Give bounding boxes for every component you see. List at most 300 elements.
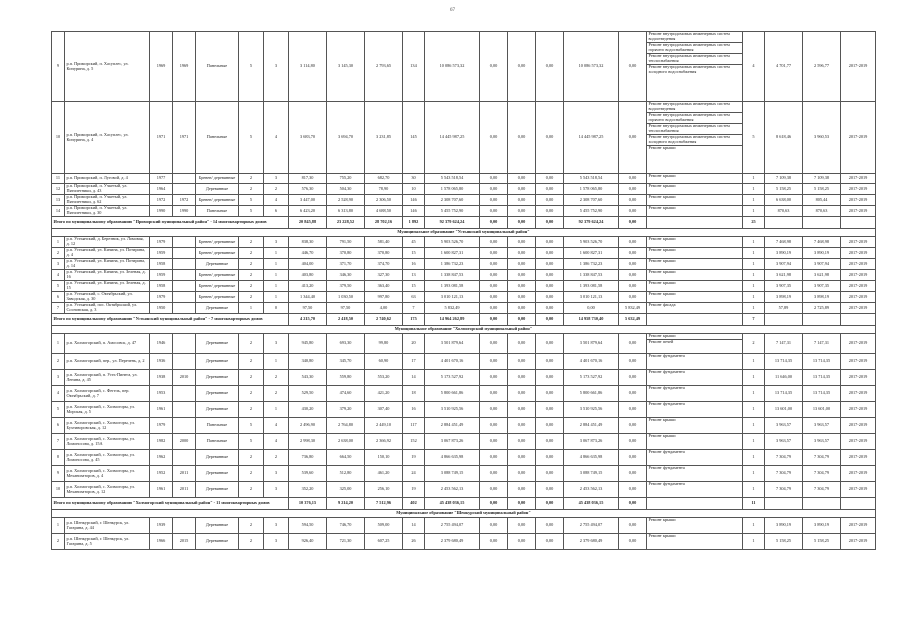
total-cost-cell: 3 510 925,56 <box>425 402 480 418</box>
wall-material-cell: Бревен/ деревянные <box>196 292 239 303</box>
total-area-cell: 2 496,90 <box>289 418 327 434</box>
work-count-cell: 5 <box>743 102 765 174</box>
address-cell: р.п. Устьянский, с. Октябрьский, ул. Заводская, д. 30 <box>65 292 150 303</box>
work-count-cell: 1 <box>743 418 765 434</box>
wall-material-cell: Деревянные <box>196 466 239 482</box>
row-number: 2 <box>52 248 65 259</box>
unit-cost-cell: 7 304,79 <box>765 466 803 482</box>
year-built-cell: 1982 <box>150 434 173 450</box>
owners-funds-cell: 3 010 121,13 <box>564 292 619 303</box>
period-cell: 2017-2019 <box>841 334 876 354</box>
fund-cell: 0,00 <box>536 402 564 418</box>
period-cell: 2017-2019 <box>841 386 876 402</box>
year-built-cell: 1966 <box>150 534 173 550</box>
table-row <box>52 102 876 174</box>
max-unit-cost-cell: 13 714,35 <box>803 354 841 370</box>
year-commissioned-cell: 1971 <box>173 102 196 174</box>
premises-area-cell: 746,70 <box>327 518 365 534</box>
section-title: Муниципальное образование "Холмогорский муниципальный район" <box>52 326 876 334</box>
owners-funds-cell: 5 455 752,90 <box>564 206 619 217</box>
residents-cell: 18 <box>403 386 425 402</box>
fund-cell: 0,00 <box>480 482 508 498</box>
premises-area-cell: 791,50 <box>327 237 365 248</box>
address-cell: р.п. Холмогорский, с. Холмогоры, ул. Механизаторов, д. 4 <box>65 466 150 482</box>
year-built-cell: 1958 <box>150 281 173 292</box>
residents-cell: 14 <box>403 370 425 386</box>
work-types-cell <box>647 32 743 102</box>
residents-cell: 15 <box>403 248 425 259</box>
residential-area-cell: 78,90 <box>365 184 403 195</box>
period-cell: 2017-2019 <box>841 270 876 281</box>
period-cell: 2017-2019 <box>841 418 876 434</box>
fund-cell: 0,00 <box>480 281 508 292</box>
residential-area-cell: 99,80 <box>365 334 403 354</box>
premises-area-cell: 512,80 <box>327 466 365 482</box>
table-row <box>52 370 876 386</box>
premises-area-cell: 559,80 <box>327 370 365 386</box>
unit-cost-cell: 4 701,77 <box>765 32 803 102</box>
work-count-cell: 1 <box>743 206 765 217</box>
wall-material-cell: Деревянные <box>196 259 239 270</box>
work-type-item: Ремонт внутридомовых инженерных систем холодного водоснабжения <box>648 63 730 74</box>
table-row <box>52 237 876 248</box>
row-number: 4 <box>52 386 65 402</box>
fund-cell: 0,00 <box>480 206 508 217</box>
fund-cell: 0,00 <box>508 270 536 281</box>
residential-area-cell: 553,20 <box>365 370 403 386</box>
total-cost-cell: 3 501 879,64 <box>425 334 480 354</box>
residents-cell: 146 <box>403 195 425 206</box>
work-type-item: Ремонт крыши <box>648 144 676 150</box>
work-type-item: Ремонт фундамента <box>648 353 685 358</box>
fund-cell: 0,00 <box>508 281 536 292</box>
fund-cell: 0,00 <box>508 174 536 184</box>
other-funds-cell: 0,00 <box>619 102 647 174</box>
floors-cell: 2 <box>239 174 264 184</box>
fund-cell: 0,00 <box>536 434 564 450</box>
residents-cell: 10 <box>403 184 425 195</box>
fund-cell: 0,00 <box>536 292 564 303</box>
owners-funds-cell: 2 379 680,49 <box>564 534 619 550</box>
unit-cost-cell: 13 601,00 <box>765 402 803 418</box>
total-cost-cell: 5 800 661,86 <box>425 386 480 402</box>
unit-cost-cell: 3 963,57 <box>765 434 803 450</box>
fund-cell: 0,00 <box>508 450 536 466</box>
year-built-cell: 1961 <box>150 402 173 418</box>
year-commissioned-cell: 2011 <box>173 482 196 498</box>
owners-funds-cell: 5 800 661,86 <box>564 386 619 402</box>
fund-cell: 0,00 <box>480 248 508 259</box>
period-cell: 2017-2019 <box>841 482 876 498</box>
fund-cell: 0,00 <box>536 184 564 195</box>
owners-funds-cell: 3 067 873,26 <box>564 434 619 450</box>
year-commissioned-cell: 1972 <box>173 195 196 206</box>
other-funds-cell: 5 632,49 <box>619 314 647 326</box>
period-cell: 2017-2019 <box>841 292 876 303</box>
work-count-cell: 1 <box>743 270 765 281</box>
work-type-item: Ремонт крыши <box>648 205 676 210</box>
fund-cell: 0,00 <box>480 195 508 206</box>
fund-cell: 0,00 <box>480 418 508 434</box>
other-funds-cell: 0,00 <box>619 32 647 102</box>
entrances-cell: 1 <box>264 281 289 292</box>
entrances-cell: 1 <box>264 402 289 418</box>
unit-cost-cell <box>765 217 803 229</box>
work-types-cell <box>647 303 743 314</box>
year-built-cell: 1979 <box>150 292 173 303</box>
residential-area-cell: 2 793,65 <box>365 32 403 102</box>
work-type-item: Ремонт крыши <box>648 173 676 178</box>
fund-cell: 0,00 <box>536 270 564 281</box>
work-type-item: Ремонт внутридомовых инженерных систем горячего водоснабжения <box>647 43 742 54</box>
address-cell: р.п. Устьянский, д. Березник, ул. Ломовая, д. 12 <box>65 237 150 248</box>
total-area-cell: 430,20 <box>289 402 327 418</box>
work-types-cell <box>647 174 743 184</box>
work-types-cell <box>647 518 743 534</box>
work-type-item: Ремонт фундамента <box>648 369 685 374</box>
period-cell: 2017-2019 <box>841 434 876 450</box>
other-funds-cell: 0,00 <box>619 206 647 217</box>
work-count-cell: 1 <box>743 402 765 418</box>
table-row <box>52 303 876 314</box>
max-unit-cost-cell: 2 725,89 <box>803 303 841 314</box>
floors-cell: 2 <box>239 482 264 498</box>
floors-cell: 2 <box>239 237 264 248</box>
total-area-cell: 20 845,88 <box>289 217 327 229</box>
work-types-cell <box>647 237 743 248</box>
premises-area-cell: 755,20 <box>327 174 365 184</box>
fund-cell: 0,00 <box>536 259 564 270</box>
year-built-cell: 1953 <box>150 386 173 402</box>
work-type-item: Ремонт крыши <box>648 247 676 252</box>
address-cell: р.п. Приморский, п. Хасуплес, ул. Кичурина, д. 4 <box>65 102 150 174</box>
address-cell: р.п. Приморский, п. Хасуплес, ул. Кичурина, д. 5 <box>65 32 150 102</box>
address-cell: р.п. Шенкурский, г. Шенкурск, ул. Гагарина, д. 44 <box>65 518 150 534</box>
work-types-cell <box>647 354 743 370</box>
residential-area-cell: 997,80 <box>365 292 403 303</box>
total-cost-cell: 3 067 873,26 <box>425 434 480 450</box>
work-type-item: Ремонт внутридомовых инженерных систем горячего водоснабжения <box>647 113 742 124</box>
entrances-cell: 1 <box>264 354 289 370</box>
fund-cell: 0,00 <box>480 498 508 510</box>
fund-cell: 0,00 <box>480 434 508 450</box>
total-cost-cell: 3 088 749,15 <box>425 466 480 482</box>
total-area-cell: 529,50 <box>289 386 327 402</box>
row-number: 2 <box>52 354 65 370</box>
floors-cell: 5 <box>239 195 264 206</box>
work-type-item: Ремонт крыши <box>648 433 676 438</box>
fund-cell: 0,00 <box>480 466 508 482</box>
period-cell: 2017-2019 <box>841 303 876 314</box>
owners-funds-cell: 1 600 827,31 <box>564 248 619 259</box>
total-area-cell: 6 423,20 <box>289 206 327 217</box>
other-funds-cell: 0,00 <box>619 334 647 354</box>
residential-area-cell: 509,00 <box>365 518 403 534</box>
address-cell: р.п. Холмогорский, с. Холмогоры, ул. Ломоносова, д. 45 <box>65 450 150 466</box>
max-unit-cost-cell: 7 109,38 <box>803 174 841 184</box>
address-cell: р.п. Приморский, п. Учкетый, ул. Пятилетники, д. 30 <box>65 206 150 217</box>
fund-cell: 0,00 <box>480 518 508 534</box>
unit-cost-cell: 3 890,19 <box>765 248 803 259</box>
total-cost-cell: 1 600 827,31 <box>425 248 480 259</box>
address-cell: р.п. Холмогорский, с. Холмогоры, ул. Бухтиворовская, д. 12 <box>65 418 150 434</box>
work-count-cell: 1 <box>743 434 765 450</box>
fund-cell: 0,00 <box>480 102 508 174</box>
residents-cell: 7 <box>403 303 425 314</box>
table-row <box>52 292 876 303</box>
row-number: 4 <box>52 270 65 281</box>
year-commissioned-cell <box>173 259 196 270</box>
total-area-cell: 403,80 <box>289 270 327 281</box>
year-commissioned-cell <box>173 354 196 370</box>
entrances-cell: 3 <box>264 174 289 184</box>
owners-funds-cell: 1 578 065,80 <box>564 184 619 195</box>
max-unit-cost-cell: 870,63 <box>803 206 841 217</box>
premises-area-cell: 721,30 <box>327 534 365 550</box>
total-area-cell: 817,30 <box>289 174 327 184</box>
year-built-cell: 1952 <box>150 466 173 482</box>
premises-area-cell: 371,70 <box>327 259 365 270</box>
floors-cell: 2 <box>239 334 264 354</box>
floors-cell: 2 <box>239 370 264 386</box>
owners-funds-cell: 92 379 624,24 <box>564 217 619 229</box>
fund-cell: 0,00 <box>536 354 564 370</box>
fund-cell: 0,00 <box>536 518 564 534</box>
fund-cell: 0,00 <box>536 450 564 466</box>
fund-cell: 0,00 <box>536 370 564 386</box>
fund-cell: 0,00 <box>536 206 564 217</box>
address-cell: р.п. Холмогорский, п. Усть-Пинега, ул. Ленина, д. 45 <box>65 370 150 386</box>
table-row <box>52 402 876 418</box>
fund-cell: 0,00 <box>480 270 508 281</box>
period-cell: 2017-2019 <box>841 174 876 184</box>
year-built-cell: 1946 <box>150 334 173 354</box>
premises-area-cell: 2 528,90 <box>327 195 365 206</box>
fund-cell: 0,00 <box>480 303 508 314</box>
floors-cell: 5 <box>239 102 264 174</box>
unit-cost-cell: 870,63 <box>765 206 803 217</box>
year-commissioned-cell <box>173 174 196 184</box>
residents-cell: 17 <box>403 354 425 370</box>
wall-material-cell: Деревянные <box>196 518 239 534</box>
total-row <box>52 314 876 326</box>
address-cell: р.п. Холмогорский, пер., ул. Перечень, д. 2 <box>65 354 150 370</box>
wall-material-cell: Бревен/ деревянные <box>196 281 239 292</box>
residents-cell: 63 <box>403 292 425 303</box>
owners-funds-cell: 2 755 494,07 <box>564 518 619 534</box>
max-unit-cost-cell: 5 158,25 <box>803 184 841 195</box>
max-unit-cost-cell: 7 468,98 <box>803 237 841 248</box>
fund-cell: 0,00 <box>536 217 564 229</box>
total-area-cell: 539,60 <box>289 466 327 482</box>
total-cost-cell: 5 543 518,54 <box>425 174 480 184</box>
residential-area-cell: 581,40 <box>365 237 403 248</box>
total-cost-cell: 4 401 670,16 <box>425 354 480 370</box>
fund-cell: 0,00 <box>536 386 564 402</box>
total-area-cell: 3 447,00 <box>289 195 327 206</box>
row-number: 6 <box>52 418 65 434</box>
entrances-cell: 3 <box>264 334 289 354</box>
fund-cell: 0,00 <box>508 206 536 217</box>
year-built-cell: 1971 <box>150 102 173 174</box>
work-type-item: Ремонт фундамента <box>648 465 685 470</box>
residents-cell: 15 <box>403 281 425 292</box>
max-unit-cost-cell: 13 601,00 <box>803 402 841 418</box>
row-number: 9 <box>52 32 65 102</box>
fund-cell: 0,00 <box>480 217 508 229</box>
entrances-cell: 4 <box>264 195 289 206</box>
entrances-cell: 0 <box>264 303 289 314</box>
total-cost-cell: 2 453 562,13 <box>425 482 480 498</box>
address-cell: р.п. Холмогорский, п. Амосовск, д. 47 <box>65 334 150 354</box>
max-unit-cost-cell: 5 158,25 <box>803 534 841 550</box>
fund-cell: 0,00 <box>536 534 564 550</box>
work-type-item: Ремонт крыши <box>648 280 676 285</box>
work-count-cell: 1 <box>743 195 765 206</box>
fund-cell: 0,00 <box>536 195 564 206</box>
address-cell: р.п. Приморский, п. Учкетый, ул. Пятилетники, д. 62 <box>65 195 150 206</box>
other-funds-cell: 0,00 <box>619 354 647 370</box>
premises-area-cell: 379,20 <box>327 402 365 418</box>
year-built-cell: 1979 <box>150 418 173 434</box>
fund-cell: 0,00 <box>536 482 564 498</box>
residential-area-cell: 461,20 <box>365 466 403 482</box>
work-type-item: Ремонт фундамента <box>648 385 685 390</box>
period-cell: 2017-2019 <box>841 450 876 466</box>
floors-cell: 5 <box>239 434 264 450</box>
page-number: 67 <box>450 8 455 13</box>
owners-funds-cell: 3 501 879,64 <box>564 334 619 354</box>
work-types-cell <box>647 281 743 292</box>
total-cost-cell: 1 386 732,23 <box>425 259 480 270</box>
period-cell: 2017-2019 <box>841 195 876 206</box>
work-count-cell: 1 <box>743 259 765 270</box>
work-type-item: Ремонт крыши <box>648 269 676 274</box>
year-commissioned-cell <box>173 237 196 248</box>
floors-cell: 2 <box>239 184 264 195</box>
work-types-cell <box>647 334 743 354</box>
table-row <box>52 450 876 466</box>
table-row <box>52 206 876 217</box>
total-cost-cell: 10 086 573,32 <box>425 32 480 102</box>
unit-cost-cell: 8 618,46 <box>765 102 803 174</box>
wall-material-cell: Деревянные <box>196 386 239 402</box>
table-row <box>52 354 876 370</box>
section-title: Муниципальное образование "Устьянский муниципальный район" <box>52 229 876 237</box>
work-types-cell <box>647 184 743 195</box>
address-cell: р.п. Приморский, п. Учкетый, ул. Пятилетники, д. 43 <box>65 184 150 195</box>
work-count-cell: 1 <box>743 518 765 534</box>
fund-cell: 0,00 <box>480 334 508 354</box>
row-number: 5 <box>52 402 65 418</box>
fund-cell: 0,00 <box>480 354 508 370</box>
row-number: 13 <box>52 195 65 206</box>
year-commissioned-cell: 1990 <box>173 206 196 217</box>
year-commissioned-cell <box>173 418 196 434</box>
max-unit-cost-cell <box>803 498 841 510</box>
year-built-cell: 1964 <box>150 184 173 195</box>
wall-material-cell: Панельные <box>196 102 239 174</box>
year-commissioned-cell <box>173 184 196 195</box>
work-count-cell: 1 <box>743 292 765 303</box>
work-types-cell <box>647 314 743 326</box>
entrances-cell: 4 <box>264 434 289 450</box>
max-unit-cost-cell: 3 963,57 <box>803 434 841 450</box>
work-types-cell <box>647 102 743 174</box>
residents-cell: 20 <box>403 334 425 354</box>
work-count-cell: 1 <box>743 354 765 370</box>
total-area-cell: 3 114,80 <box>289 32 327 102</box>
unit-cost-cell: 7 109,38 <box>765 174 803 184</box>
year-built-cell: 1938 <box>150 370 173 386</box>
total-area-cell: 446,70 <box>289 248 327 259</box>
total-label: Итого по муниципальному образованию "Холмогорский муниципальный район" - 11 многоквартирных домов <box>52 498 289 510</box>
table-row <box>52 434 876 450</box>
work-types-cell <box>647 370 743 386</box>
work-types-cell <box>647 386 743 402</box>
row-number: 1 <box>52 237 65 248</box>
section-header-row <box>52 510 876 518</box>
table-row <box>52 418 876 434</box>
floors-cell: 2 <box>239 466 264 482</box>
residential-area-cell: 7 512,96 <box>365 498 403 510</box>
entrances-cell: 3 <box>264 237 289 248</box>
fund-cell: 0,00 <box>508 534 536 550</box>
period-cell: 2017-2019 <box>841 466 876 482</box>
floors-cell: 1 <box>239 303 264 314</box>
max-unit-cost-cell: 7 304,79 <box>803 466 841 482</box>
address-cell: р.п. Шенкурский, г. Шенкурск, ул. Гагарина, д. 5 <box>65 534 150 550</box>
residents-cell: 16 <box>403 402 425 418</box>
fund-cell: 0,00 <box>536 418 564 434</box>
work-type-item: Ремонт крыши <box>648 183 676 188</box>
other-funds-cell: 0,00 <box>619 518 647 534</box>
premises-area-cell: 97,50 <box>327 303 365 314</box>
max-unit-cost-cell: 805,44 <box>803 195 841 206</box>
other-funds-cell: 0,00 <box>619 270 647 281</box>
work-type-item: Ремонт крыши <box>648 291 676 296</box>
owners-funds-cell: 45 438 036,15 <box>564 498 619 510</box>
residents-cell: 13 <box>403 270 425 281</box>
residential-area-cell: 307,40 <box>365 402 403 418</box>
row-number: 7 <box>52 434 65 450</box>
residents-cell: 175 <box>403 314 425 326</box>
fund-cell: 0,00 <box>480 174 508 184</box>
work-count-cell: 1 <box>743 248 765 259</box>
period-cell: 2017-2019 <box>841 370 876 386</box>
fund-cell: 0,00 <box>480 237 508 248</box>
table-row <box>52 518 876 534</box>
work-types-cell <box>647 248 743 259</box>
owners-funds-cell: 5 173 527,92 <box>564 370 619 386</box>
total-area-cell: 10 376,15 <box>289 498 327 510</box>
unit-cost-cell: 6 638,00 <box>765 195 803 206</box>
total-cost-cell: 5 903 526,70 <box>425 237 480 248</box>
row-number: 2 <box>52 534 65 550</box>
unit-cost-cell <box>765 314 803 326</box>
other-funds-cell: 0,00 <box>619 248 647 259</box>
owners-funds-cell: 10 086 573,32 <box>564 32 619 102</box>
period-cell: 2017-2019 <box>841 206 876 217</box>
unit-cost-cell: 7 304,79 <box>765 482 803 498</box>
total-cost-cell: 4 866 635,98 <box>425 450 480 466</box>
year-built-cell: 1990 <box>150 206 173 217</box>
work-count-cell: 1 <box>743 174 765 184</box>
fund-cell: 0,00 <box>508 292 536 303</box>
work-types-cell <box>647 270 743 281</box>
wall-material-cell: Бревен/ деревянные <box>196 237 239 248</box>
entrances-cell: 3 <box>264 518 289 534</box>
